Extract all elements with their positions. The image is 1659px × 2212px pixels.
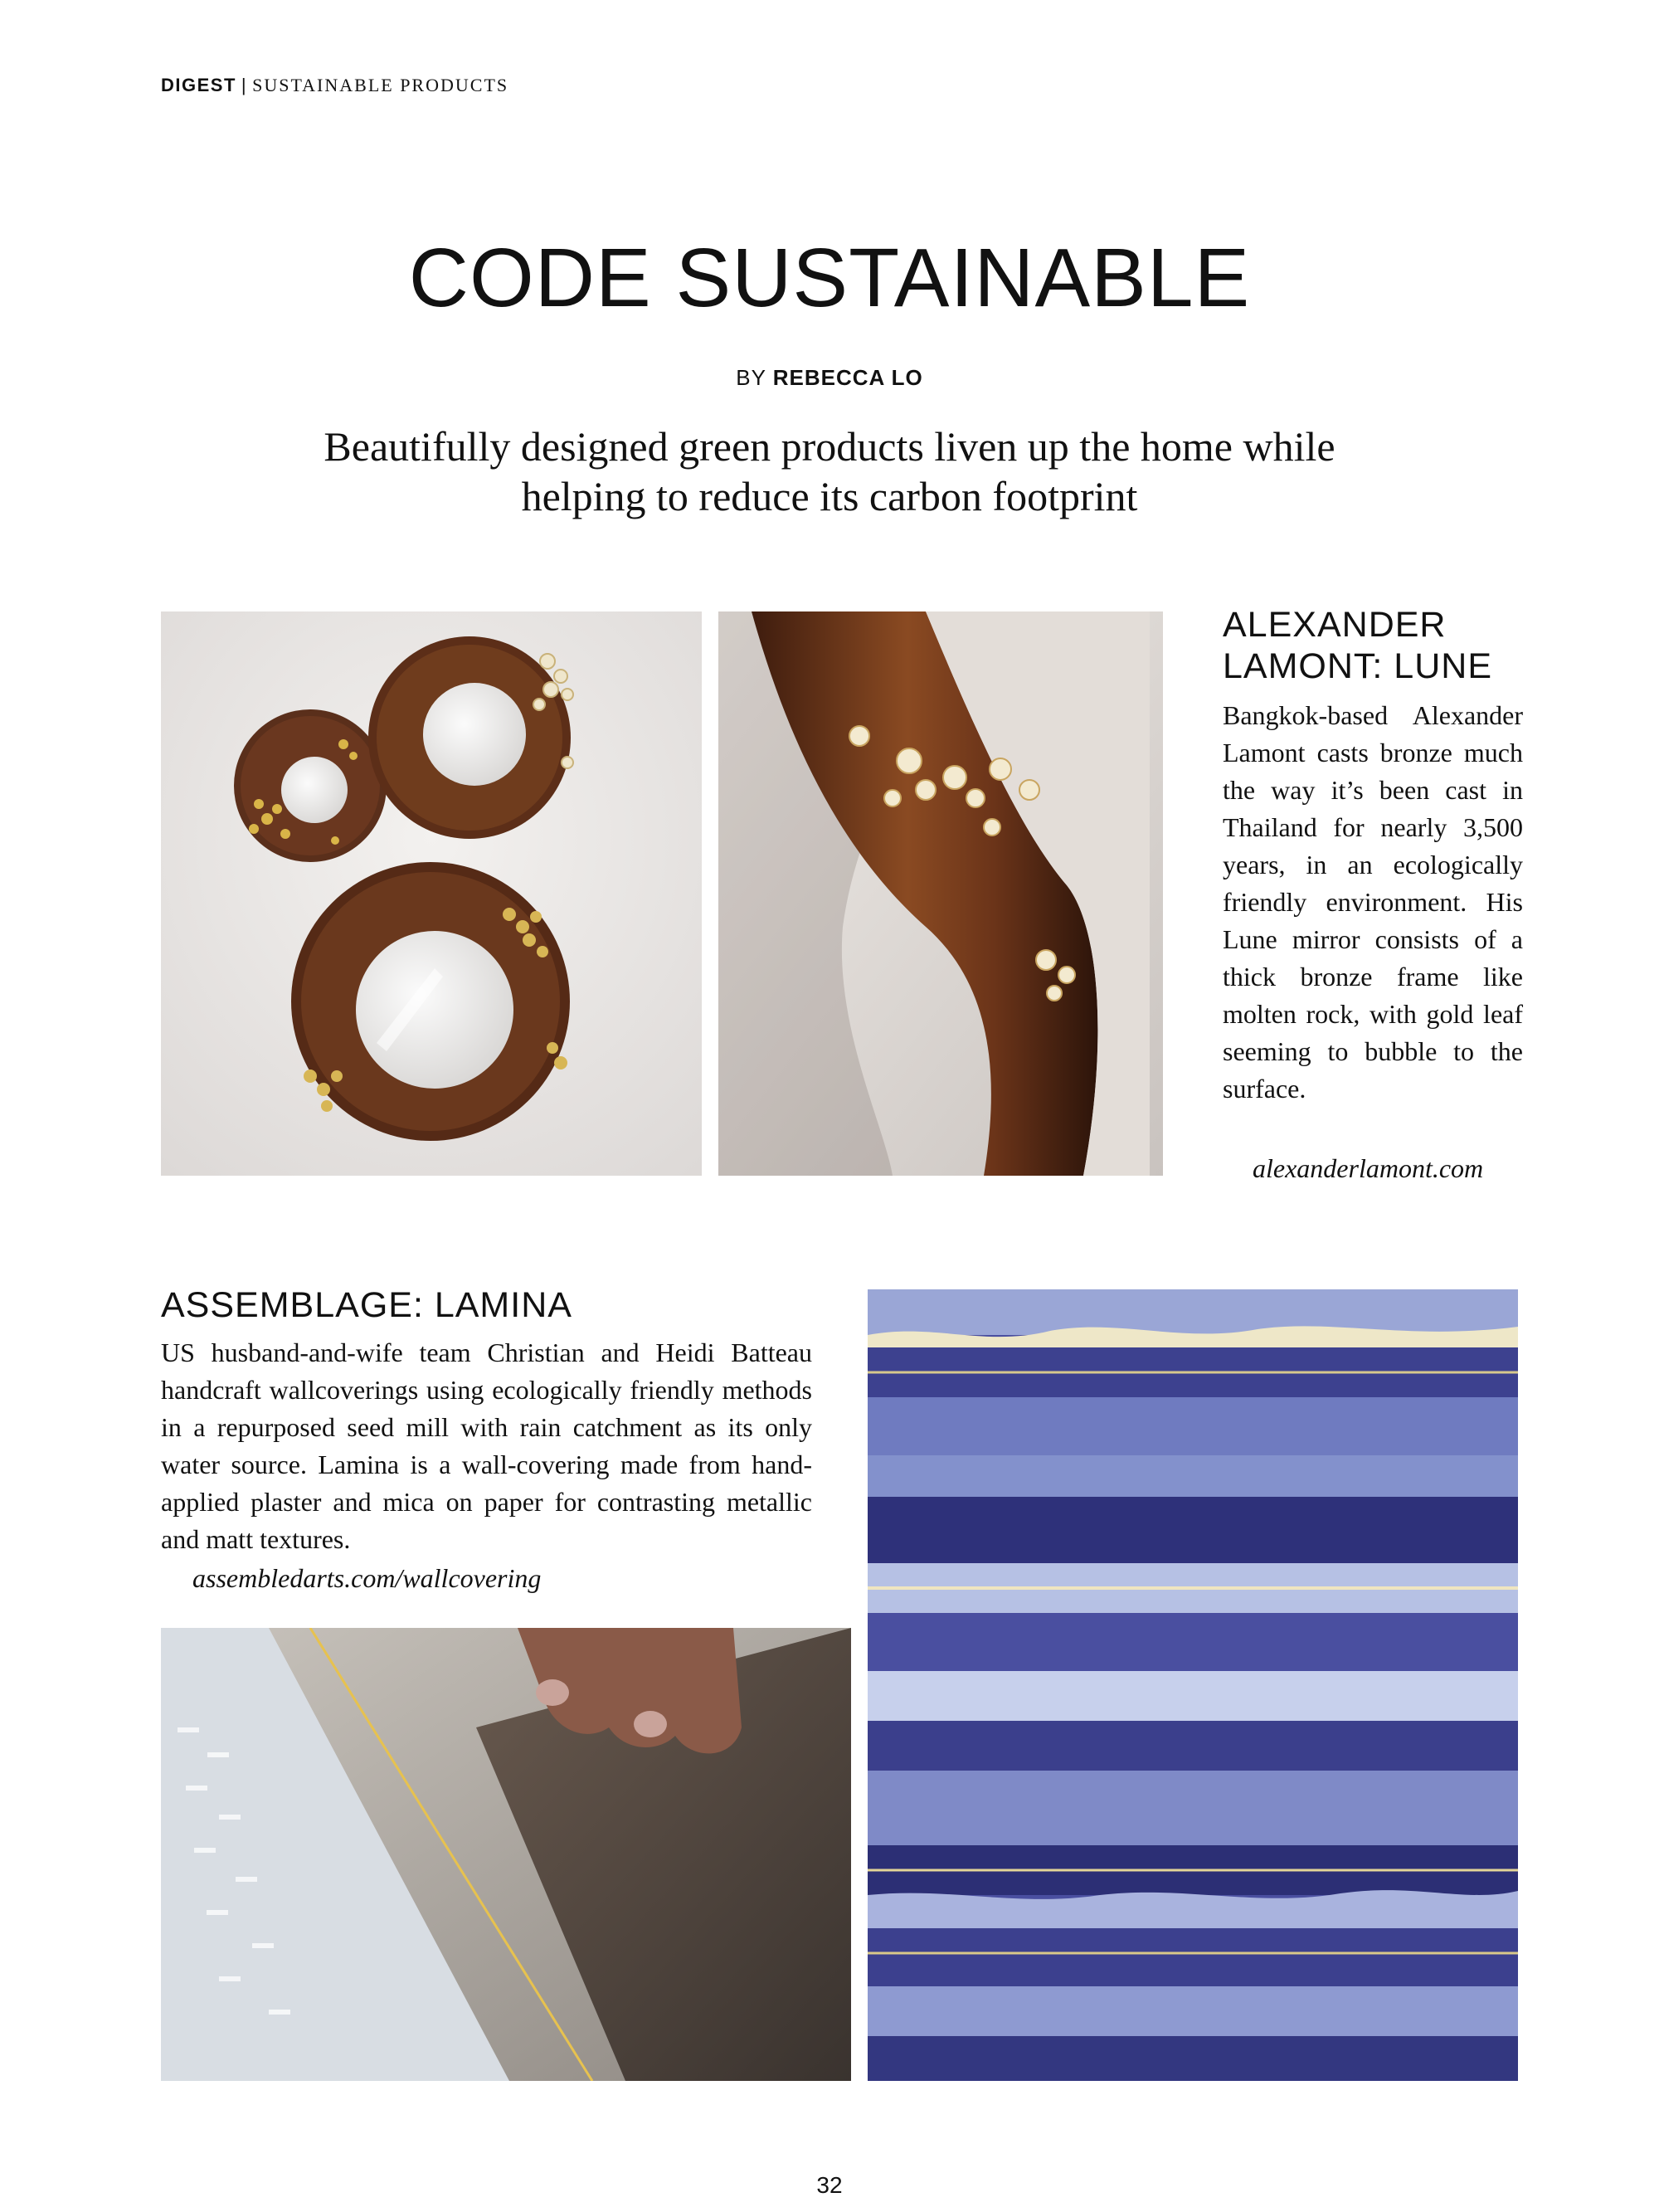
assemblage-body-text: US husband-and-wife team Christian and Heidi Batteau handcraft wallcoverings using ecologically friendly methods in a repurposed seed mill with rain catchment as its only water source. Lamina is a wall-covering made from hand-applied plaster and mica on paper for contrasting metallic and matt textures.: [161, 1337, 812, 1554]
header-separator: |: [241, 75, 248, 95]
assemblage-section-title: ASSEMBLAGE: LAMINA: [161, 1285, 572, 1325]
lamont-section-title: ALEXANDER LAMONT: LUNE: [1223, 605, 1493, 686]
lamont-body-text: Bangkok-based Alexander Lamont casts bronze much the way it’s been cast in Thailand for nearly 3,500 years, in an ecologically friendly environment. His Lune mirror consists of a thick bronze frame like molten rock, with gold leaf seeming to bubble to the surface.: [1223, 700, 1523, 1104]
lamina-wallcovering-photo: [868, 1289, 1518, 2081]
lune-mirrors-photo: [161, 611, 702, 1176]
article-deck: Beautifully designed green products liven up the home while helping to reduce its carbon footprint: [324, 423, 1335, 519]
section-label: DIGEST: [161, 75, 236, 95]
running-header: [161, 75, 508, 96]
author-name: REBECCA LO: [772, 365, 923, 390]
page-number: 32: [816, 2172, 843, 2198]
lamont-website[interactable]: alexanderlamont.com: [1253, 1153, 1484, 1183]
lune-closeup-photo: [718, 611, 1163, 1176]
lamina-process-photo: [161, 1628, 851, 2081]
subsection-label: SUSTAINABLE PRODUCTS: [252, 75, 509, 95]
article-title: CODE SUSTAINABLE: [408, 231, 1251, 324]
assemblage-website[interactable]: assembledarts.com/wallcovering: [192, 1563, 542, 1593]
byline-prefix: BY: [736, 365, 766, 390]
byline: [0, 365, 1659, 391]
